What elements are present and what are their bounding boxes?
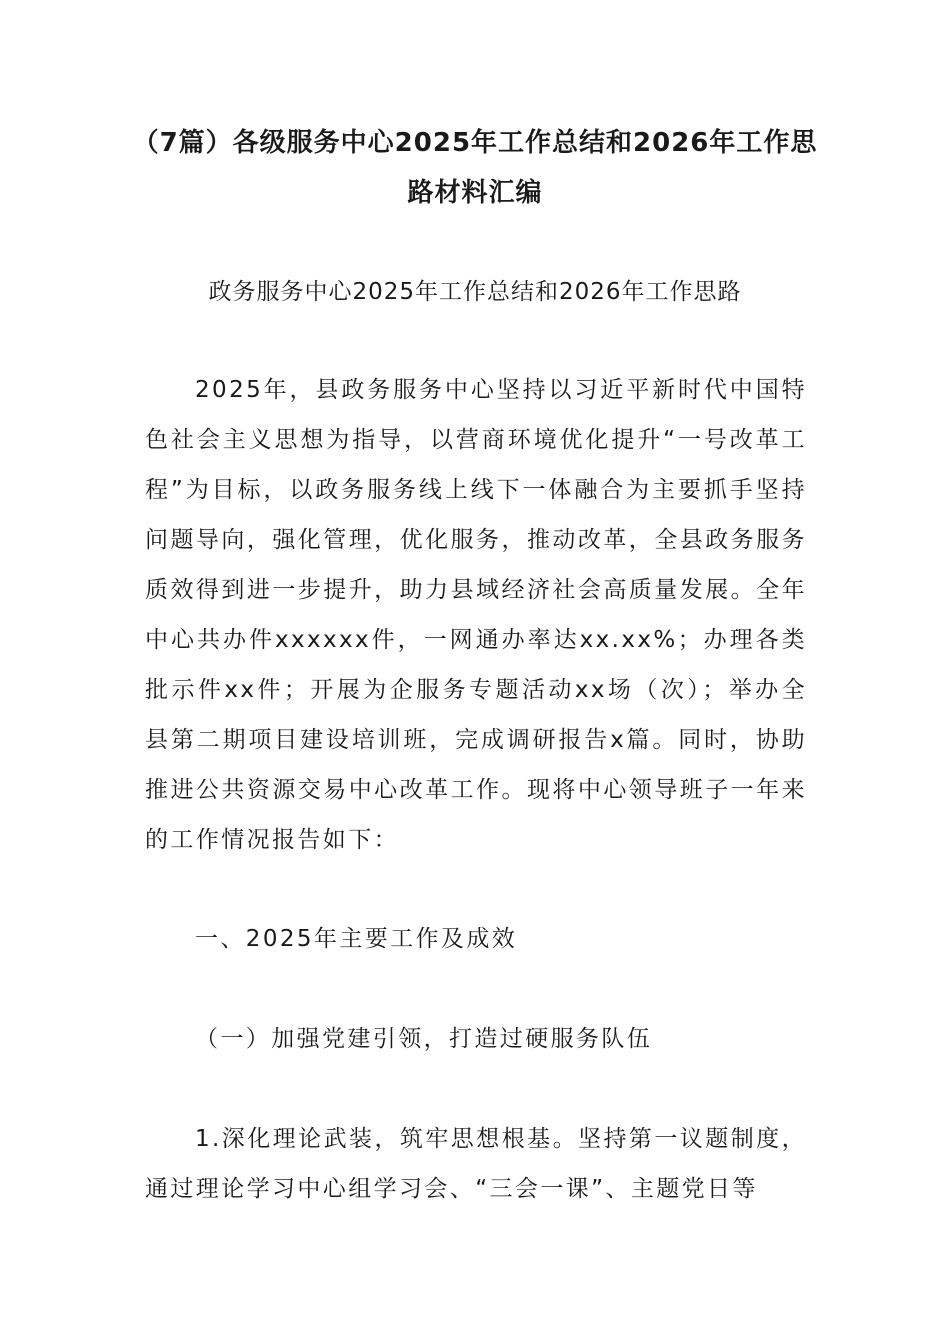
subsection-heading: （一）加强党建引领，打造过硬服务队伍 bbox=[195, 1026, 653, 1052]
section-heading: 一、2025年主要工作及成效 bbox=[195, 926, 518, 952]
intro-paragraph: 2025年，县政务服务中心坚持以习近平新时代中国特色社会主义思想为指导，以营商环境优化提升“一号改革工程”为目标，以政务服务线上线下一体融合为主要抓手坚持问题导向，强化管理，优化服务，推动改革，全县政务服务质效得到进一步提升，助力县域经济社会高质量发展。全年中心共办件xxxxxx件，一网通办率达xx.xx%；办理各类批示件xx件；开展为企服务专题活动xx场（次）；举办全县第二期项目建设培训班，完成调研报告x篇。同时，协助推进公共资源交易中心改革工作。现将中心领导班子一年来的工作情况报告如下： bbox=[145, 377, 807, 853]
document-subtitle: 政务服务中心2025年工作总结和2026年工作思路 bbox=[208, 279, 742, 305]
document-title: （7篇）各级服务中心2025年工作总结和2026年工作思路材料汇编 bbox=[132, 128, 818, 208]
item-paragraph: 1.深化理论武装，筑牢思想根基。坚持第一议题制度，通过理论学习中心组学习会、“三会一课”、主题党日等 bbox=[145, 1126, 807, 1202]
